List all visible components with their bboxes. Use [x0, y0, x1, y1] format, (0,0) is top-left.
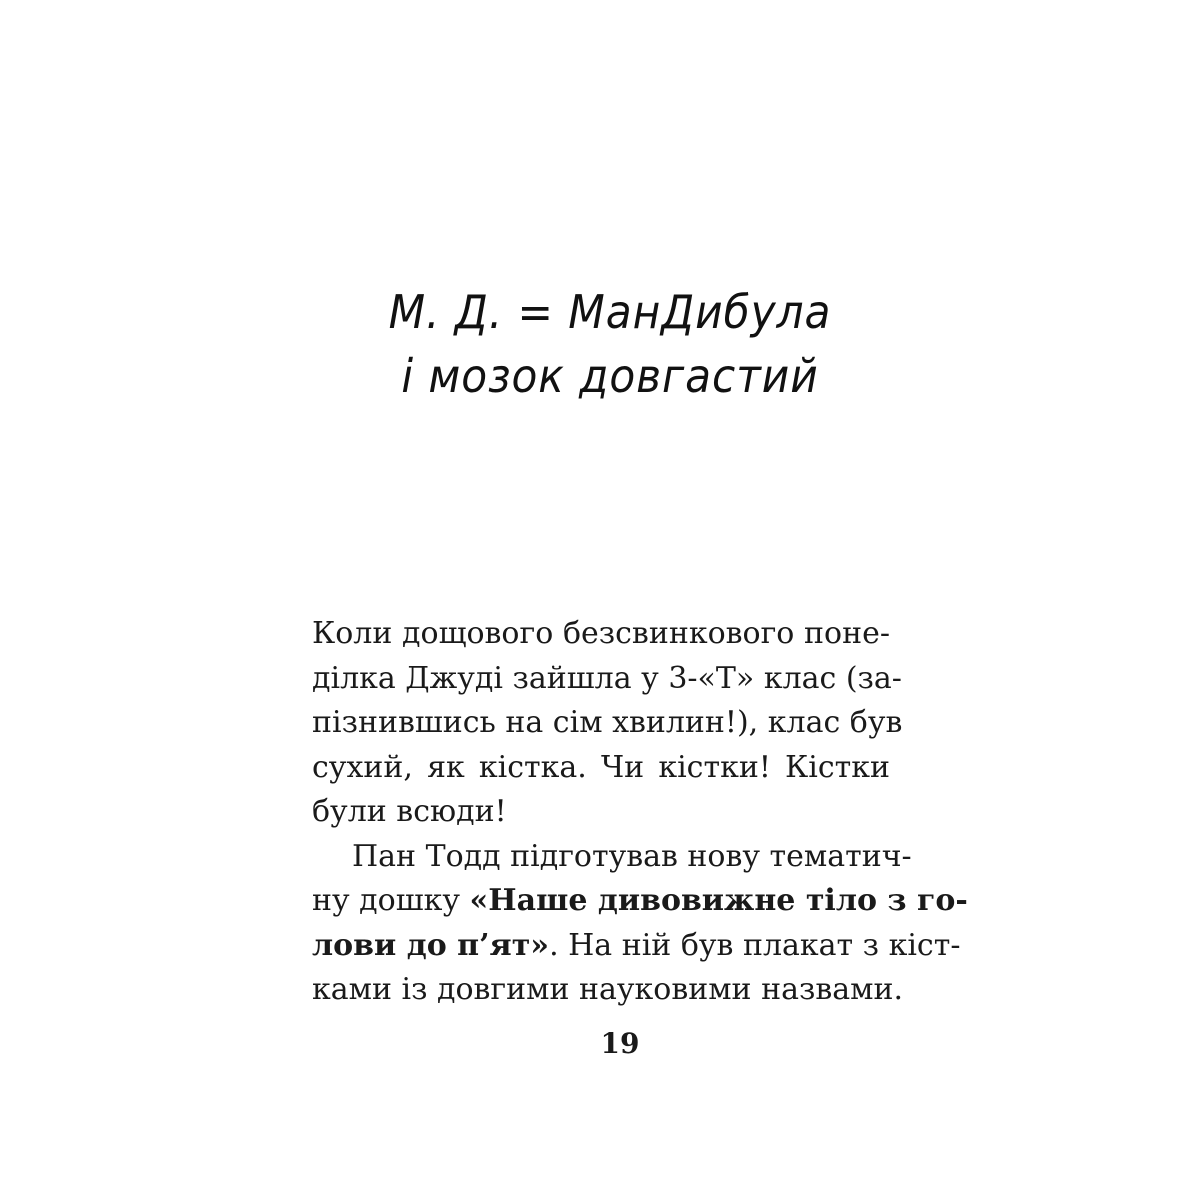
text-line: Коли дощового безсвинкового поне- — [312, 616, 890, 651]
text-line: ками із довгими науковими назвами. — [312, 972, 903, 1007]
text-line — [312, 879, 968, 924]
chapter-title-line-1: М. Д. = МанДибула — [388, 285, 832, 339]
bold-board-title-end: лови до п’ят» — [312, 927, 550, 963]
text-line: Пан Тодд підготував нову тематич- — [352, 838, 912, 874]
paragraph-2 — [312, 835, 968, 1013]
page-number: 19 — [600, 1027, 640, 1060]
text-segment: . На ній був плакат з кіст- — [549, 927, 961, 963]
text-line — [312, 924, 961, 969]
text-segment: ну дошку — [312, 883, 470, 918]
text-line: ділка Джуді зайшла у 3-«Т» клас (за- — [312, 660, 902, 696]
text-line: були всюди! — [312, 794, 507, 829]
chapter-title — [300, 280, 920, 408]
text-line: пізнившись на сім хвилин!), клас був — [312, 705, 903, 740]
chapter-title-line-2: і мозок довгастий — [401, 349, 819, 403]
bold-board-title: «Наше дивовижне тіло з го- — [469, 883, 968, 918]
paragraph-1 — [312, 612, 903, 835]
text-line: сухий, як кістка. Чи кістки! Кістки — [312, 749, 890, 785]
body-text — [312, 612, 968, 1013]
